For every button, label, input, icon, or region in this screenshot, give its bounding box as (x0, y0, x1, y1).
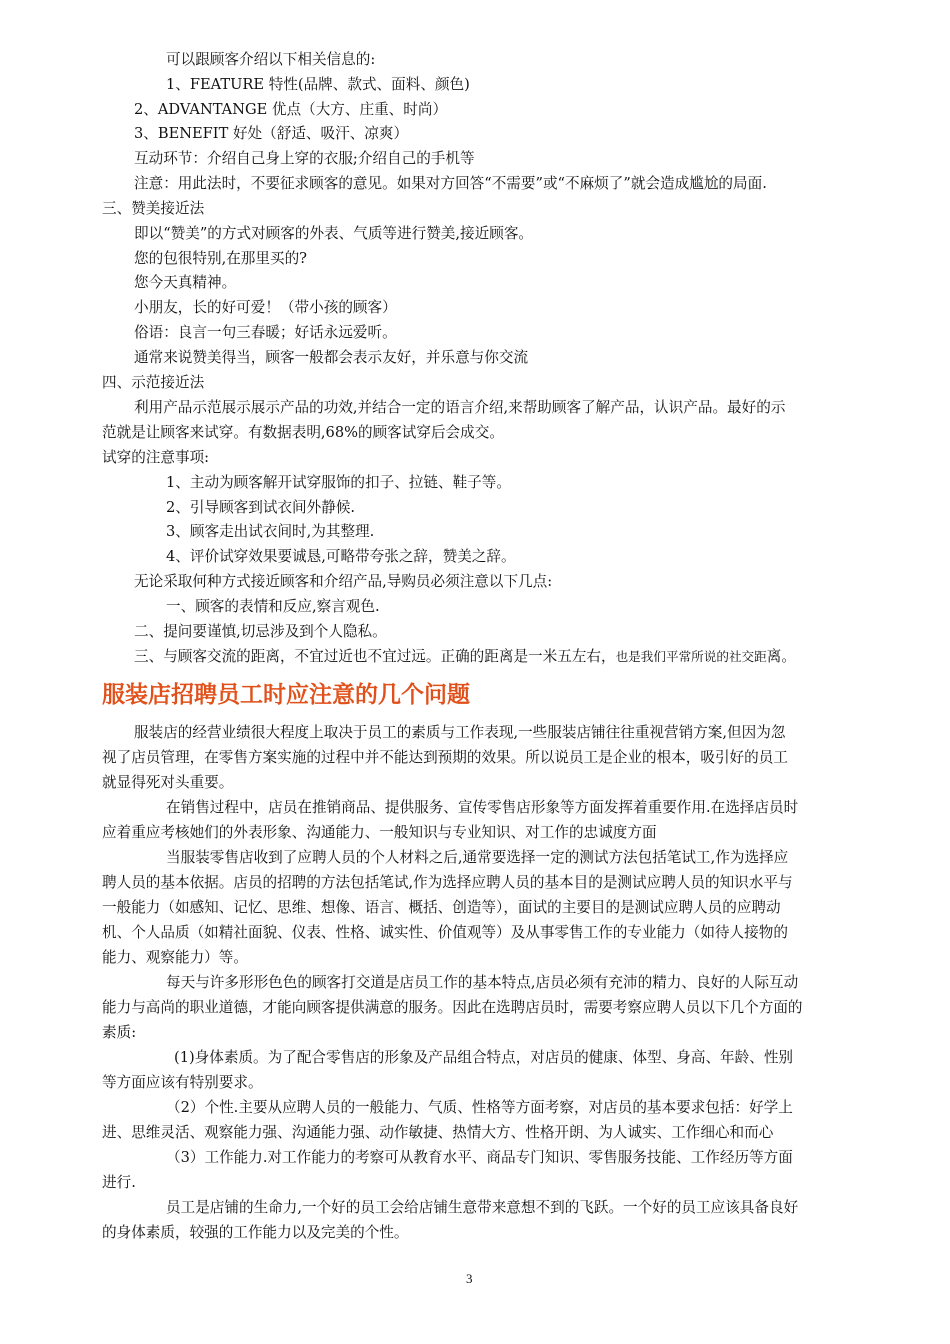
paragraph-line: 就显得死对头重要。 (102, 774, 234, 791)
paragraph-line: 能力与高尚的职业道德，才能向顾客提供满意的服务。因此在选聘店员时，需要考察应聘人员以下几个方面的 (102, 999, 803, 1016)
article-title: 服装店招聘员工时应注意的几个问题 (102, 682, 470, 708)
paragraph-line: 的身体素质，较强的工作能力以及完美的个性。 (102, 1224, 409, 1241)
section-heading: 三、赞美接近法 (102, 200, 205, 217)
paragraph-line: 进行. (102, 1174, 136, 1191)
paragraph-line: 等方面应该有特别要求。 (102, 1074, 263, 1091)
paragraph-line: 聘人员的基本依据。店员的招聘的方法包括笔试,作为选择应聘人员的基本目的是测试应聘人员的知识水平与 (102, 874, 793, 891)
subheading: 试穿的注意事项: (102, 449, 210, 466)
list-item: 3、顾客走出试衣间时,为其整理. (166, 523, 375, 540)
text-line: 无论采取何种方式接近顾客和介绍产品,导购员必须注意以下几点: (134, 573, 553, 590)
list-item: 3、BENEFIT 好处（舒适、吸汗、凉爽） (134, 125, 409, 142)
paragraph-line: 每天与许多形形色色的顾客打交道是店员工作的基本特点,店员必须有充沛的精力、良好的人际互动 (166, 974, 799, 991)
list-item: 一、顾客的表情和反应,察言观色. (166, 598, 380, 615)
paragraph-line: 机、个人品质（如精社面貌、仪表、性格、诚实性、价值观等）及从事零售工作的专业能力（如待人接物的 (102, 924, 788, 941)
text-line: 互动环节：介绍自己身上穿的衣服;介绍自己的手机等 (134, 150, 475, 167)
list-item: 2、ADVANTANGE 优点（大方、庄重、时尚） (134, 101, 448, 118)
text-line: 注意：用此法时，不要征求顾客的意见。如果对方回答“不需要”或“不麻烦了”就会造成尴尬的局面. (134, 175, 767, 192)
text-line: 通常来说赞美得当，顾客一般都会表示友好，并乐意与你交流 (134, 349, 529, 366)
point-text-end: 离。 (766, 648, 796, 665)
paragraph-line: 利用产品示范展示展示产品的功效,并结合一定的语言介绍,来帮助顾客了解产品，认识产品。最好的示 (134, 399, 786, 416)
paragraph-line: 能力、观察能力）等。 (102, 949, 248, 966)
paragraph-line: 在销售过程中，店员在推销商品、提供服务、宣传零售店形象等方面发挥着重要作用.在选择店员时 (166, 799, 799, 816)
paragraph-line: 范就是让顾客来试穿。有数据表明,68%的顾客试穿后会成交。 (102, 424, 504, 441)
section-heading: 四、示范接近法 (102, 374, 205, 391)
list-item: 1、主动为顾客解开试穿服饰的扣子、拉链、鞋子等。 (166, 474, 511, 491)
paragraph-line: 服装店的经营业绩很大程度上取决于员工的素质与工作表现,一些服装店铺往往重视营销方案,但因为忽 (134, 724, 786, 741)
list-item (134, 647, 796, 667)
paragraph-line: 应着重应考核她们的外表形象、沟通能力、一般知识与专业知识、对工作的忠诚度方面 (102, 824, 657, 841)
paragraph-line: （3）工作能力.对工作能力的考察可从教育水平、商品专门知识、零售服务技能、工作经历等方面 (166, 1149, 793, 1166)
paragraph-line: (1)身体素质。为了配合零售店的形象及产品组合特点，对店员的健康、体型、身高、年龄、性别 (174, 1049, 794, 1066)
text-line: 可以跟顾客介绍以下相关信息的: (166, 51, 376, 68)
text-line: 小朋友，长的好可爱！（带小孩的顾客） (134, 299, 397, 316)
page-number: 3 (466, 1271, 473, 1286)
paragraph-line: 当服装零售店收到了应聘人员的个人材料之后,通常要选择一定的测试方法包括笔试工,作为选择应 (166, 849, 789, 866)
list-item: 4、评价试穿效果要诚恳,可略带夸张之辞，赞美之辞。 (166, 548, 516, 565)
list-item: 二、提问要谨慎,切忌涉及到个人隐私。 (134, 623, 387, 640)
paragraph-line: 一般能力（如感知、记忆、思维、想像、语言、概括、创造等），面试的主要目的是测试应聘人员的应聘动 (102, 899, 781, 916)
point-text: 三、与顾客交流的距离，不宜过近也不宜过远。正确的距离是一米五左右， (134, 648, 616, 665)
paragraph-line: 视了店员管理，在零售方案实施的过程中并不能达到预期的效果。所以说员工是企业的根本，吸引好的员工 (102, 749, 788, 766)
list-item: 2、引导顾客到试衣间外静候. (166, 499, 356, 516)
paragraph-line: 员工是店铺的生命力,一个好的员工会给店铺生意带来意想不到的飞跃。一个好的员工应该具备良好 (166, 1199, 799, 1216)
point-text-small: 也是我们平常所说的社交距 (615, 649, 767, 664)
paragraph-line: （2）个性.主要从应聘人员的一般能力、气质、性格等方面考察，对店员的基本要求包括：好学上 (166, 1099, 793, 1116)
text-line: 您今天真精神。 (134, 274, 237, 291)
paragraph-line: 进、思维灵活、观察能力强、沟通能力强、动作敏捷、热情大方、性格开朗、为人诚实、工作细心和而心 (102, 1124, 774, 1141)
list-item: 1、FEATURE 特性(品牌、款式、面料、颜色) (166, 76, 470, 93)
text-line: 即以“赞美”的方式对顾客的外表、气质等进行赞美,接近顾客。 (134, 225, 534, 242)
text-line: 俗语：良言一句三春暖；好话永远爱听。 (134, 324, 397, 341)
paragraph-line: 素质: (102, 1024, 137, 1041)
text-line: 您的包很特别,在那里买的? (134, 250, 307, 267)
